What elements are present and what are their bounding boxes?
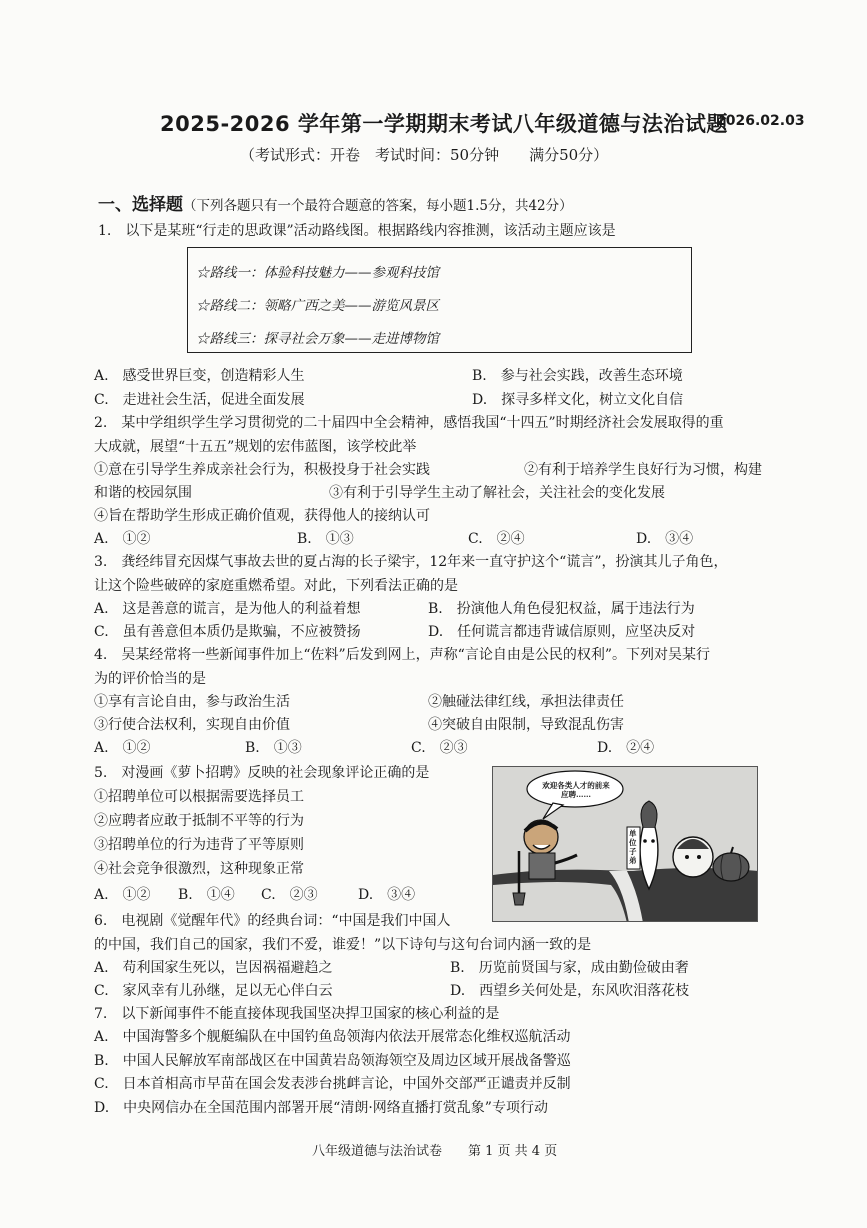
q4-option-a: A. ①② xyxy=(94,740,151,756)
q6-option-d: D. 西望乡关何处是，东风吹泪落花枝 xyxy=(450,983,690,999)
q4-option-b: B. ①③ xyxy=(245,740,302,756)
q1-route-2: ☆路线二：领略广西之美——游览风景区 xyxy=(196,298,439,314)
q2-statement-2: ②有利于培养学生良好行为习惯，构建 xyxy=(524,462,762,478)
q6-stem-line1: 6. 电视剧《觉醒年代》的经典台词：“中国是我们中国人 xyxy=(94,913,451,929)
q7-option-c: C. 日本首相高市早苗在国会发表涉台挑衅言论，中国外交部严正谴责并反制 xyxy=(94,1076,571,1092)
q1-route-1: ☆路线一：体验科技魅力——参观科技馆 xyxy=(196,265,439,281)
section-title: 一、选择题 xyxy=(98,195,183,215)
q2-option-c: C. ②④ xyxy=(468,531,525,547)
cartoon-illustration xyxy=(493,767,758,922)
q6-option-c: C. 家风幸有儿孙继，足以无心伴白云 xyxy=(94,983,333,999)
q4-option-d: D. ②④ xyxy=(597,740,655,756)
cartoon-sign-text: 单位子弟 xyxy=(629,829,637,865)
q7-option-b: B. 中国人民解放军南部战区在中国黄岩岛领海领空及周边区域开展战备警巡 xyxy=(94,1053,571,1069)
q4-statement-3: ③行使合法权利，实现自由价值 xyxy=(94,717,290,733)
exam-title: 2025-2026 学年第一学期期末考试八年级道德与法治试题 xyxy=(160,112,728,136)
q1-route-3: ☆路线三：探寻社会万象——走进博物馆 xyxy=(196,331,439,347)
q3-option-d: D. 任何谎言都违背诚信原则，应坚决反对 xyxy=(428,624,696,640)
q1-option-c: C. 走进社会生活，促进全面发展 xyxy=(94,392,305,408)
cartoon-speech-text: 欢迎各类人才的前来应聘…… xyxy=(542,781,610,799)
q5-statement-1: ①招聘单位可以根据需要选择员工 xyxy=(94,789,304,805)
q6-option-a: A. 苟利国家生死以，岂因祸福避趋之 xyxy=(94,960,333,976)
q3-option-b: B. 扮演他人角色侵犯权益，属于违法行为 xyxy=(428,601,695,617)
q7-stem: 7. 以下新闻事件不能直接体现我国坚决捍卫国家的核心利益的是 xyxy=(94,1006,500,1022)
exam-subtitle: （考试形式：开卷 考试时间：50分钟 满分50分） xyxy=(240,146,609,164)
q2-statement-1: ①意在引导学生养成亲社会行为，积极投身于社会实践 xyxy=(94,462,430,478)
q1-option-b: B. 参与社会实践，改善生态环境 xyxy=(472,368,683,384)
q5-statement-2: ②应聘者应敢于抵制不平等的行为 xyxy=(94,813,304,829)
q2-stem-line2: 大成就，展望“十五五”规划的宏伟蓝图，该学校此举 xyxy=(94,439,417,455)
q4-stem-line2: 为的评价恰当的是 xyxy=(94,671,206,687)
q5-option-d: D. ③④ xyxy=(358,887,416,903)
q4-statement-1: ①享有言论自由，参与政治生活 xyxy=(94,694,290,710)
q7-option-d: D. 中央网信办在全国范围内部署开展“清朗·网络直播打赏乱象”专项行动 xyxy=(94,1100,548,1116)
q1-stem: 1. 以下是某班“行走的思政课”活动路线图。根据路线内容推测，该活动主题应该是 xyxy=(98,223,616,239)
q3-option-a: A. 这是善意的谎言，是为他人的利益着想 xyxy=(94,601,361,617)
q2-statement-3: ③有利于引导学生主动了解社会，关注社会的变化发展 xyxy=(329,485,665,501)
section-heading xyxy=(98,190,573,215)
q2-statement-4: ④旨在帮助学生形成正确价值观，获得他人的接纳认可 xyxy=(94,508,430,524)
q2-option-d: D. ③④ xyxy=(636,531,694,547)
q4-option-c: C. ②③ xyxy=(411,740,468,756)
q5-statement-4: ④社会竞争很激烈，这种现象正常 xyxy=(94,861,304,877)
q4-stem-line1: 4. 吴某经常将一些新闻事件加上“佐料”后发到网上，声称“言论自由是公民的权利”。下列对吴某行 xyxy=(94,647,710,663)
q2-option-a: A. ①② xyxy=(94,531,151,547)
q2-option-b: B. ①③ xyxy=(297,531,354,547)
q5-statement-3: ③招聘单位的行为违背了平等原则 xyxy=(94,837,304,853)
q1-option-d: D. 探寻多样文化，树立文化自信 xyxy=(472,392,684,408)
q2-statement-2-cont: 和谐的校园氛围 xyxy=(94,485,192,501)
q1-route-box xyxy=(187,247,692,353)
q7-option-a: A. 中国海警多个舰艇编队在中国钓鱼岛领海内依法开展常态化维权巡航活动 xyxy=(94,1029,571,1045)
section-note: （下列各题只有一个最符合题意的答案，每小题1.5分，共42分） xyxy=(183,198,573,214)
q5-option-a: A. ①② xyxy=(94,887,151,903)
exam-date: 2026.02.03 xyxy=(716,113,805,129)
q3-option-c: C. 虽有善意但本质仍是欺骗，不应被赞扬 xyxy=(94,624,361,640)
q1-option-a: A. 感受世界巨变，创造精彩人生 xyxy=(94,368,305,384)
q4-statement-2: ②触碰法律红线，承担法律责任 xyxy=(428,694,624,710)
q4-statement-4: ④突破自由限制，导致混乱伤害 xyxy=(428,717,624,733)
q6-stem-line2: 的中国，我们自己的国家，我们不爱，谁爱！”以下诗句与这句台词内涵一致的是 xyxy=(94,937,592,953)
q5-option-b: B. ①④ xyxy=(178,887,235,903)
q5-stem: 5. 对漫画《萝卜招聘》反映的社会现象评论正确的是 xyxy=(94,765,430,781)
q6-option-b: B. 历览前贤国与家，成由勤俭破由奢 xyxy=(450,960,689,976)
q3-stem-line2: 让这个险些破碎的家庭重燃希望。对此，下列看法正确的是 xyxy=(94,578,458,594)
q2-stem-line1: 2. 某中学组织学生学习贯彻党的二十届四中全会精神，感悟我国“十四五”时期经济社会发展取得的重 xyxy=(94,415,724,431)
page-footer: 八年级道德与法治试卷 第 1 页 共 4 页 xyxy=(312,1144,558,1159)
q5-cartoon xyxy=(492,766,758,922)
q5-option-c: C. ②③ xyxy=(261,887,318,903)
q3-stem-line1: 3. 龚经纬冒充因煤气事故去世的夏占海的长子梁宇，12年来一直守护这个“谎言”，扮演其儿子角色， xyxy=(94,554,728,570)
